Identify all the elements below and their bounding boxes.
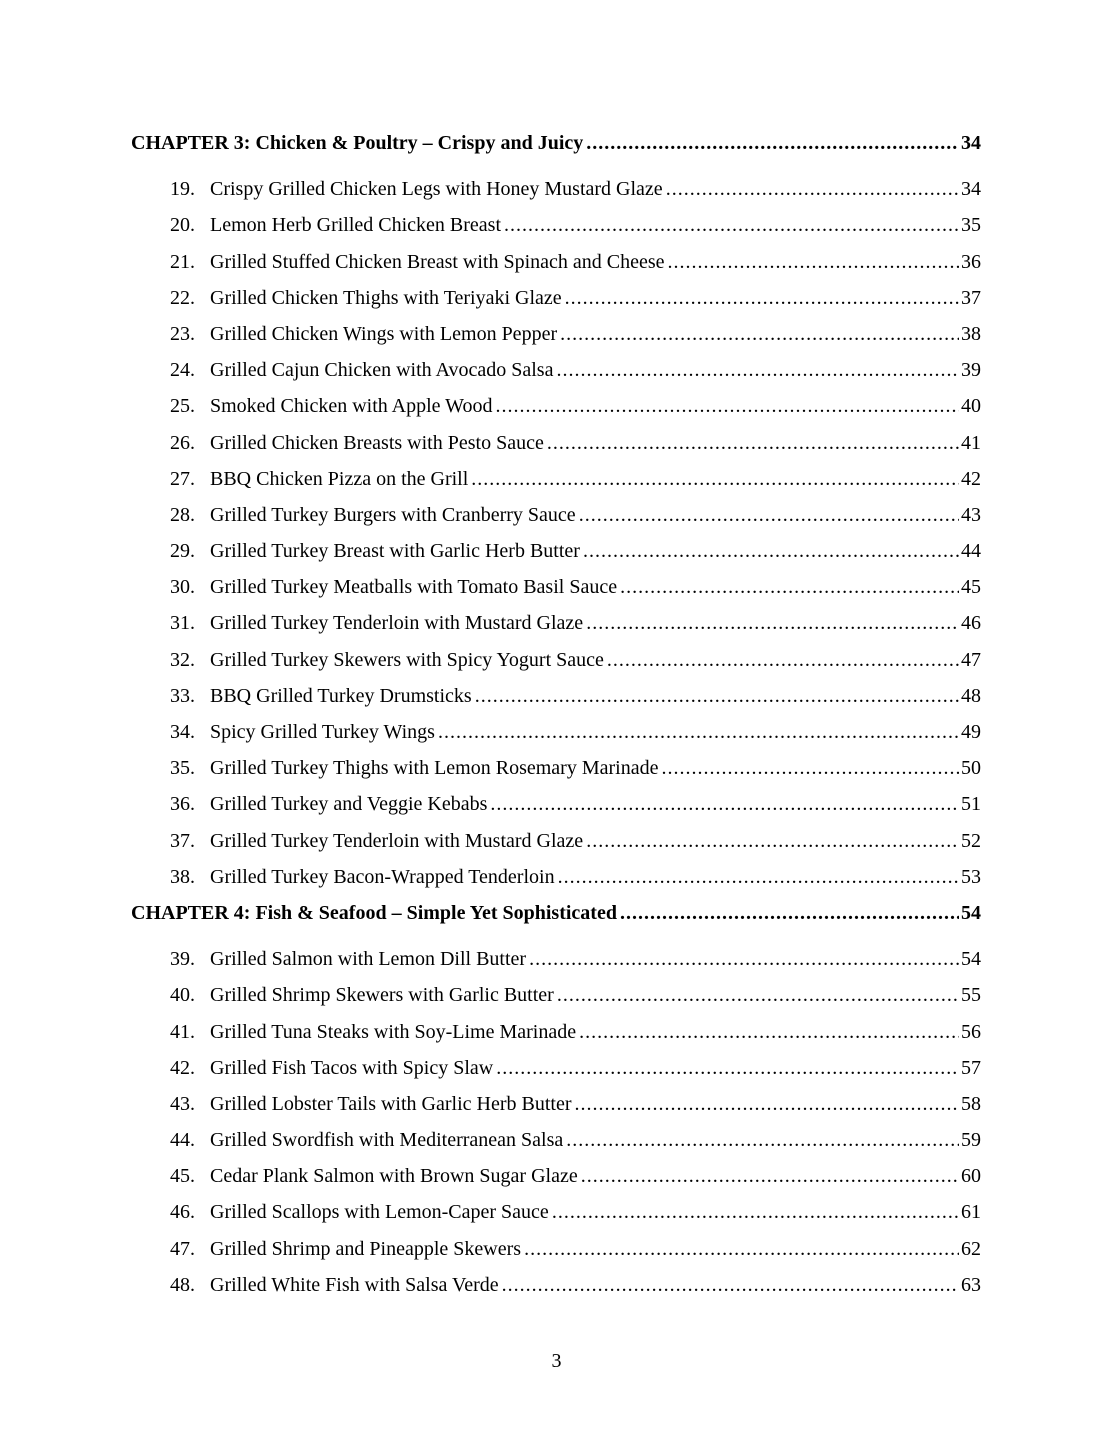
toc-entry[interactable] <box>131 1050 981 1086</box>
entry-number: 24. <box>170 359 195 382</box>
toc-entry[interactable] <box>131 533 981 569</box>
toc-entry[interactable] <box>131 425 981 461</box>
entry-number: 20. <box>170 214 195 237</box>
entry-number: 19. <box>170 178 195 201</box>
entry-title: Cedar Plank Salmon with Brown Sugar Glaze <box>210 1165 578 1188</box>
entry-number: 43. <box>170 1092 195 1115</box>
toc-entry[interactable] <box>131 1086 981 1122</box>
entry-title: Grilled Turkey and Veggie Kebabs <box>210 793 488 816</box>
toc-entry[interactable] <box>131 352 981 388</box>
toc-entry[interactable] <box>131 280 981 316</box>
dot-leader <box>438 714 959 750</box>
entry-page-number: 47 <box>961 648 981 671</box>
toc-entry[interactable] <box>131 1122 981 1158</box>
toc-entry[interactable] <box>131 750 981 786</box>
entry-number: 33. <box>170 684 195 707</box>
dot-leader <box>557 977 959 1013</box>
entry-page-number: 56 <box>961 1020 981 1043</box>
chapter-title: CHAPTER 4: Fish & Seafood – Simple Yet Sophisticated <box>131 901 617 924</box>
toc-chapter-heading[interactable] <box>131 895 981 931</box>
entry-page-number: 52 <box>961 829 981 852</box>
entry-number: 46. <box>170 1201 195 1224</box>
entry-page-number: 34 <box>961 178 981 201</box>
entry-title: Grilled Turkey Thighs with Lemon Rosemary Marinade <box>210 757 659 780</box>
dot-leader <box>504 207 959 243</box>
entry-number: 34. <box>170 721 195 743</box>
toc-entry[interactable] <box>131 1014 981 1050</box>
chapter-title: CHAPTER 3: Chicken & Poultry – Crispy and Juicy <box>131 132 584 154</box>
entry-page-number: 57 <box>961 1056 981 1079</box>
entry-number: 31. <box>170 612 195 635</box>
entry-page-number: 35 <box>961 214 981 237</box>
toc-entry[interactable] <box>131 569 981 605</box>
toc-entry[interactable] <box>131 642 981 678</box>
entry-title: Crispy Grilled Chicken Legs with Honey Mustard Glaze <box>210 178 663 201</box>
toc-chapter-heading[interactable] <box>131 125 981 161</box>
entry-number: 23. <box>170 322 195 345</box>
entry-page-number: 63 <box>961 1273 981 1296</box>
toc-entry[interactable] <box>131 859 981 895</box>
dot-leader <box>558 859 959 895</box>
entry-page-number: 60 <box>961 1165 981 1188</box>
entry-number: 29. <box>170 540 195 563</box>
entry-number: 25. <box>170 395 195 418</box>
entry-page-number: 37 <box>961 286 981 309</box>
entry-title: Grilled Lobster Tails with Garlic Herb Butter <box>210 1092 572 1115</box>
entry-number: 28. <box>170 503 195 526</box>
toc-entry[interactable] <box>131 977 981 1013</box>
dot-leader <box>496 1050 959 1086</box>
entry-title: Lemon Herb Grilled Chicken Breast <box>210 214 502 237</box>
dot-leader <box>552 1194 959 1230</box>
entry-page-number: 44 <box>961 540 981 563</box>
entry-page-number: 45 <box>961 576 981 599</box>
entry-number: 38. <box>170 865 195 888</box>
toc-entry[interactable] <box>131 1158 981 1194</box>
dot-leader <box>556 352 959 388</box>
entry-title: Grilled Chicken Thighs with Teriyaki Glaze <box>210 286 562 309</box>
entry-number: 41. <box>170 1020 195 1043</box>
toc-entry[interactable] <box>131 714 981 750</box>
entry-page-number: 59 <box>961 1129 981 1152</box>
toc-entry[interactable] <box>131 605 981 641</box>
entry-title: Grilled Chicken Breasts with Pesto Sauce <box>210 431 544 454</box>
entry-page-number: 38 <box>961 322 981 345</box>
toc-entry[interactable] <box>131 171 981 207</box>
dot-leader <box>524 1231 959 1267</box>
entry-page-number: 41 <box>961 431 981 454</box>
toc-entry-list <box>131 941 981 1303</box>
table-of-contents <box>131 125 981 1303</box>
entry-number: 37. <box>170 829 195 852</box>
dot-leader <box>566 1122 959 1158</box>
entry-page-number: 55 <box>961 984 981 1007</box>
toc-entry[interactable] <box>131 1231 981 1267</box>
entry-title: Smoked Chicken with Apple Wood <box>210 395 493 418</box>
dot-leader <box>620 569 959 605</box>
entry-title: Grilled Turkey Tenderloin with Mustard Glaze <box>210 612 584 635</box>
toc-entry[interactable] <box>131 1194 981 1230</box>
toc-entry[interactable] <box>131 388 981 424</box>
entry-title: Grilled Swordfish with Mediterranean Salsa <box>210 1129 564 1152</box>
entry-number: 47. <box>170 1237 195 1260</box>
entry-page-number: 48 <box>961 684 981 707</box>
entry-page-number: 50 <box>961 757 981 780</box>
entry-number: 32. <box>170 648 195 671</box>
entry-number: 35. <box>170 757 195 780</box>
dot-leader <box>490 786 959 822</box>
toc-entry[interactable] <box>131 316 981 352</box>
entry-number: 26. <box>170 431 195 454</box>
entry-number: 36. <box>170 793 195 816</box>
entry-page-number: 58 <box>961 1092 981 1115</box>
entry-title: Grilled Shrimp and Pineapple Skewers <box>210 1237 522 1260</box>
entry-page-number: 49 <box>961 721 981 743</box>
dot-leader <box>666 171 959 207</box>
entry-title: Grilled Turkey Tenderloin with Mustard Glaze <box>210 829 584 852</box>
dot-leader <box>574 1086 959 1122</box>
entry-number: 30. <box>170 576 195 599</box>
entry-page-number: 61 <box>961 1201 981 1224</box>
entry-title: Grilled Fish Tacos with Spicy Slaw <box>210 1056 494 1079</box>
entry-page-number: 54 <box>961 948 981 971</box>
entry-number: 27. <box>170 467 195 490</box>
entry-title: Grilled Salmon with Lemon Dill Butter <box>210 948 527 971</box>
entry-title: Grilled Turkey Bacon-Wrapped Tenderloin <box>210 865 555 888</box>
dot-leader <box>583 533 959 569</box>
entry-number: 40. <box>170 984 195 1007</box>
entry-number: 21. <box>170 250 195 273</box>
entry-title: Grilled Tuna Steaks with Soy-Lime Marinade <box>210 1020 577 1043</box>
dot-leader <box>668 244 959 280</box>
entry-number: 42. <box>170 1056 195 1079</box>
toc-entry[interactable] <box>131 207 981 243</box>
entry-title: Grilled Stuffed Chicken Breast with Spinach and Cheese <box>210 250 665 273</box>
entry-title: Grilled Turkey Burgers with Cranberry Sauce <box>210 503 576 526</box>
dot-leader <box>586 823 959 859</box>
dot-leader <box>565 280 959 316</box>
dot-leader <box>581 1158 959 1194</box>
entry-page-number: 42 <box>961 467 981 490</box>
dot-leader <box>502 1267 959 1303</box>
dot-leader <box>579 497 959 533</box>
entry-number: 48. <box>170 1273 195 1296</box>
dot-leader <box>661 750 959 786</box>
chapter-page-number: 54 <box>961 901 981 924</box>
entry-number: 39. <box>170 948 195 971</box>
entry-page-number: 51 <box>961 793 981 816</box>
toc-entry[interactable] <box>131 941 981 977</box>
dot-leader <box>475 678 959 714</box>
toc-entry-list <box>131 171 981 895</box>
entry-title: Grilled Scallops with Lemon-Caper Sauce <box>210 1201 549 1224</box>
entry-title: Grilled Shrimp Skewers with Garlic Butter <box>210 984 554 1007</box>
entry-page-number: 40 <box>961 395 981 418</box>
entry-title: Grilled Chicken Wings with Lemon Pepper <box>210 322 558 345</box>
dot-leader <box>579 1014 959 1050</box>
toc-entry[interactable] <box>131 786 981 822</box>
entry-page-number: 46 <box>961 612 981 635</box>
toc-entry[interactable] <box>131 1267 981 1303</box>
dot-leader <box>607 642 959 678</box>
toc-entry[interactable] <box>131 461 981 497</box>
entry-page-number: 43 <box>961 503 981 526</box>
entry-title: Grilled White Fish with Salsa Verde <box>210 1273 499 1296</box>
entry-title: Grilled Turkey Skewers with Spicy Yogurt Sauce <box>210 648 604 671</box>
entry-number: 22. <box>170 286 195 309</box>
entry-page-number: 53 <box>961 865 981 888</box>
toc-entry[interactable] <box>131 823 981 859</box>
entry-number: 45. <box>170 1165 195 1188</box>
entry-page-number: 62 <box>961 1237 981 1260</box>
entry-title: BBQ Chicken Pizza on the Grill <box>210 467 469 490</box>
dot-leader <box>586 125 959 161</box>
toc-entry[interactable] <box>131 497 981 533</box>
chapter-page-number: 34 <box>961 132 981 154</box>
entry-page-number: 39 <box>961 359 981 382</box>
entry-number: 44. <box>170 1129 195 1152</box>
toc-entry[interactable] <box>131 244 981 280</box>
dot-leader <box>547 425 959 461</box>
page-number: 3 <box>551 1350 562 1372</box>
dot-leader <box>560 316 959 352</box>
toc-entry[interactable] <box>131 678 981 714</box>
dot-leader <box>471 461 959 497</box>
entry-title: BBQ Grilled Turkey Drumsticks <box>210 684 472 707</box>
entry-page-number: 36 <box>961 250 981 273</box>
dot-leader <box>495 388 959 424</box>
entry-title: Grilled Cajun Chicken with Avocado Salsa <box>210 359 554 382</box>
entry-title: Grilled Turkey Breast with Garlic Herb Butter <box>210 540 580 563</box>
entry-title: Spicy Grilled Turkey Wings <box>210 721 435 743</box>
dot-leader <box>586 605 959 641</box>
entry-title: Grilled Turkey Meatballs with Tomato Basil Sauce <box>210 576 618 599</box>
dot-leader <box>529 941 959 977</box>
dot-leader <box>620 895 959 931</box>
